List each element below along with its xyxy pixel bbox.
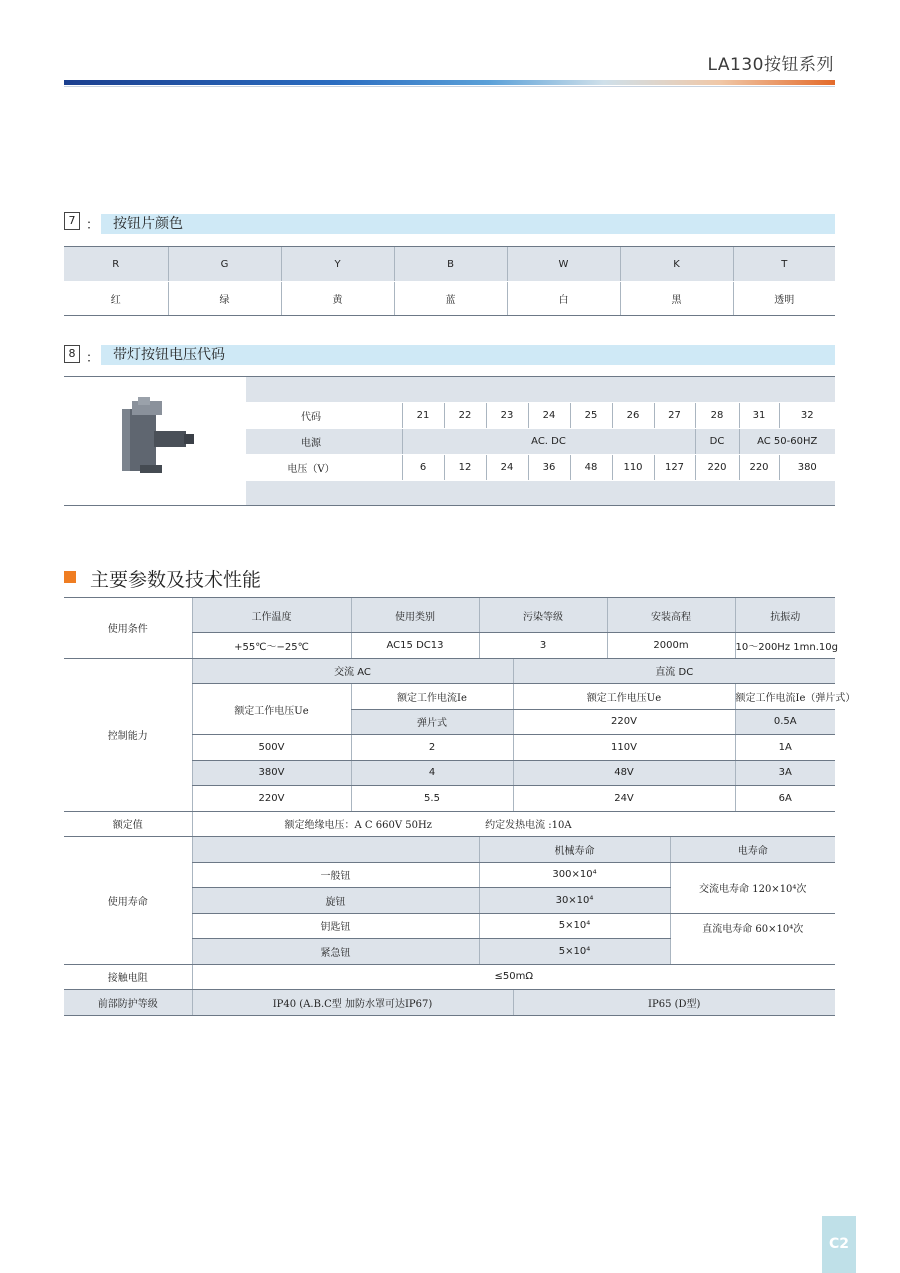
life-type-header	[192, 837, 479, 863]
code-label: 代码	[301, 412, 321, 423]
color-name-clear: 透明	[733, 282, 835, 316]
protection-d: IP65 (D型)	[513, 990, 835, 1016]
vibration-header: 抗振动	[735, 598, 835, 633]
voltage-table-bottom-band	[246, 480, 835, 505]
mech-life-cell: 30×10⁴	[479, 888, 670, 914]
voltage-table-top-band	[246, 377, 835, 402]
voltage-value-row	[246, 455, 835, 481]
holder-bottom-foot	[140, 465, 162, 473]
voltage-cell: 110	[612, 455, 654, 481]
dc-rated-current-header: 额定工作电流Ie（弹片式）	[735, 684, 835, 710]
dc-voltage-cell: 220V	[513, 709, 735, 735]
dc-current-cell: 6A	[735, 786, 835, 812]
color-code-g: G	[168, 247, 281, 282]
life-header-row	[64, 837, 835, 863]
section-8-title: 带灯按钮电压代码	[101, 345, 835, 365]
section-7-title: 按钮片颜色	[101, 214, 835, 234]
dc-voltage-cell: 110V	[513, 735, 735, 761]
ac-current-cell: 5.5	[351, 786, 513, 812]
power-source-row	[246, 429, 835, 455]
voltage-cell: 220	[695, 455, 739, 481]
color-name-yellow: 黄	[281, 282, 394, 316]
color-code-t: T	[733, 247, 835, 282]
ac-voltage-cell: 220V	[192, 786, 351, 812]
conditions-label: 使用条件	[64, 598, 192, 659]
voltage-cell: 6	[402, 455, 444, 481]
color-name-row	[64, 282, 835, 316]
holder-socket-tip	[184, 434, 194, 444]
dc-rated-voltage-header: 额定工作电压Ue	[513, 684, 735, 710]
altitude-header: 安装高程	[607, 598, 735, 633]
code-cell: 24	[528, 403, 570, 429]
life-type-cell: 旋钮	[192, 888, 479, 914]
holder-socket	[154, 431, 186, 447]
color-code-y: Y	[281, 247, 394, 282]
button-color-table	[64, 246, 835, 316]
rated-row	[64, 811, 835, 837]
life-label: 使用寿命	[64, 837, 192, 965]
mech-life-cell: 5×10⁴	[479, 939, 670, 965]
main-spec-table	[64, 597, 856, 1016]
color-name-blue: 蓝	[394, 282, 507, 316]
ac-voltage-cell: 380V	[192, 760, 351, 786]
code-cell: 31	[739, 403, 779, 429]
voltage-cell: 127	[654, 455, 695, 481]
life-type-cell: 一般钮	[192, 862, 479, 888]
code-cell: 22	[444, 403, 486, 429]
section-8-colon: ：	[86, 351, 100, 366]
code-cell: 27	[654, 403, 695, 429]
life-type-cell: 紧急钮	[192, 939, 479, 965]
ac-current-cell: 4	[351, 760, 513, 786]
code-cell: 23	[486, 403, 528, 429]
mech-life-cell: 300×10⁴	[479, 862, 670, 888]
conditions-header-row	[64, 598, 835, 633]
dc-voltage-cell: 24V	[513, 786, 735, 812]
code-cell: 32	[779, 403, 835, 429]
temp-header: 工作温度	[192, 598, 351, 633]
code-label-cell	[246, 403, 402, 429]
voltage-cell: 12	[444, 455, 486, 481]
power-label: 电源	[301, 438, 321, 449]
protection-abc: IP40 (A.B.C型 加防水罩可达IP67)	[192, 990, 513, 1016]
protection-label: 前部防护等级	[64, 990, 192, 1016]
section-7-number: 7	[64, 212, 80, 230]
life-type-cell: 钥匙钮	[192, 913, 479, 939]
voltage-cell: 220	[739, 455, 779, 481]
holder-side	[122, 409, 130, 471]
code-cell: 26	[612, 403, 654, 429]
category-value: AC15 DC13	[351, 633, 479, 659]
contact-row	[64, 964, 835, 990]
header-gradient-bar	[64, 80, 835, 85]
dc-current-cell: 1A	[735, 735, 835, 761]
dc-elec-life: 直流电寿命 60×10⁴次	[670, 913, 835, 964]
voltage-code-table	[246, 403, 835, 481]
dc-header: 直流 DC	[513, 658, 835, 684]
control-type-row	[64, 658, 835, 684]
ac-rated-current-header: 额定工作电流Ie	[351, 684, 513, 710]
protection-row	[64, 990, 835, 1016]
code-cell: 28	[695, 403, 739, 429]
code-cell: 21	[402, 403, 444, 429]
color-code-w: W	[507, 247, 620, 282]
mech-life-header: 机械寿命	[479, 837, 670, 863]
pollution-header: 污染等级	[479, 598, 607, 633]
orange-square-bullet	[64, 571, 76, 583]
rated-values-cell	[192, 811, 835, 837]
series-title: LA130按钮系列	[707, 55, 834, 75]
power-acdc: AC. DC	[402, 429, 695, 455]
color-code-r: R	[64, 247, 168, 282]
rated-insulation: 额定绝缘电压：A C 660V 50Hz	[284, 820, 432, 832]
code-cell: 25	[570, 403, 612, 429]
rated-label: 额定值	[64, 811, 192, 837]
spring-type-cell: 弹片式	[351, 709, 513, 735]
holder-top-tab	[138, 397, 150, 405]
power-label-cell	[246, 429, 402, 455]
contact-value: ≤50mΩ	[192, 964, 835, 990]
voltage-cell: 48	[570, 455, 612, 481]
vibration-value: 10～200Hz 1mn.10g	[735, 633, 835, 659]
ac-current-cell: 2	[351, 735, 513, 761]
color-name-white: 白	[507, 282, 620, 316]
color-name-red: 红	[64, 282, 168, 316]
color-code-b: B	[394, 247, 507, 282]
ac-voltage-cell: 500V	[192, 735, 351, 761]
dc-current-cell: 3A	[735, 760, 835, 786]
power-dc: DC	[695, 429, 739, 455]
altitude-value: 2000m	[607, 633, 735, 659]
color-code-row	[64, 247, 835, 282]
header-rule	[64, 86, 835, 87]
temp-value: +55℃～−25℃	[192, 633, 351, 659]
voltage-table-bottom-rule	[64, 505, 835, 506]
category-header: 使用类别	[351, 598, 479, 633]
voltage-cell: 380	[779, 455, 835, 481]
voltage-label: 电压（V）	[287, 464, 335, 475]
mech-life-cell: 5×10⁴	[479, 913, 670, 939]
color-name-green: 绿	[168, 282, 281, 316]
section-8-number: 8	[64, 345, 80, 363]
section-7-colon: ：	[86, 218, 100, 233]
voltage-cell: 36	[528, 455, 570, 481]
voltage-code-row	[246, 403, 835, 429]
power-ac: AC 50-60HZ	[739, 429, 835, 455]
control-label: 控制能力	[64, 658, 192, 811]
pollution-value: 3	[479, 633, 607, 659]
rated-thermal-current: 约定发热电流 :10A	[485, 820, 572, 832]
color-code-k: K	[620, 247, 733, 282]
ac-rated-voltage-header: 额定工作电压Ue	[192, 684, 351, 735]
page-number-tab: C2	[822, 1216, 856, 1273]
dc-voltage-cell: 48V	[513, 760, 735, 786]
color-name-black: 黑	[620, 282, 733, 316]
main-section-title: 主要参数及技术性能	[90, 569, 262, 591]
ac-elec-life: 交流电寿命 120×10⁴次	[670, 862, 835, 913]
elec-life-header: 电寿命	[670, 837, 835, 863]
voltage-cell: 24	[486, 455, 528, 481]
voltage-label-cell	[246, 455, 402, 481]
dc-current-cell: 0.5A	[735, 709, 835, 735]
lamp-holder-photo	[110, 395, 200, 480]
contact-label: 接触电阻	[64, 964, 192, 990]
ac-header: 交流 AC	[192, 658, 513, 684]
